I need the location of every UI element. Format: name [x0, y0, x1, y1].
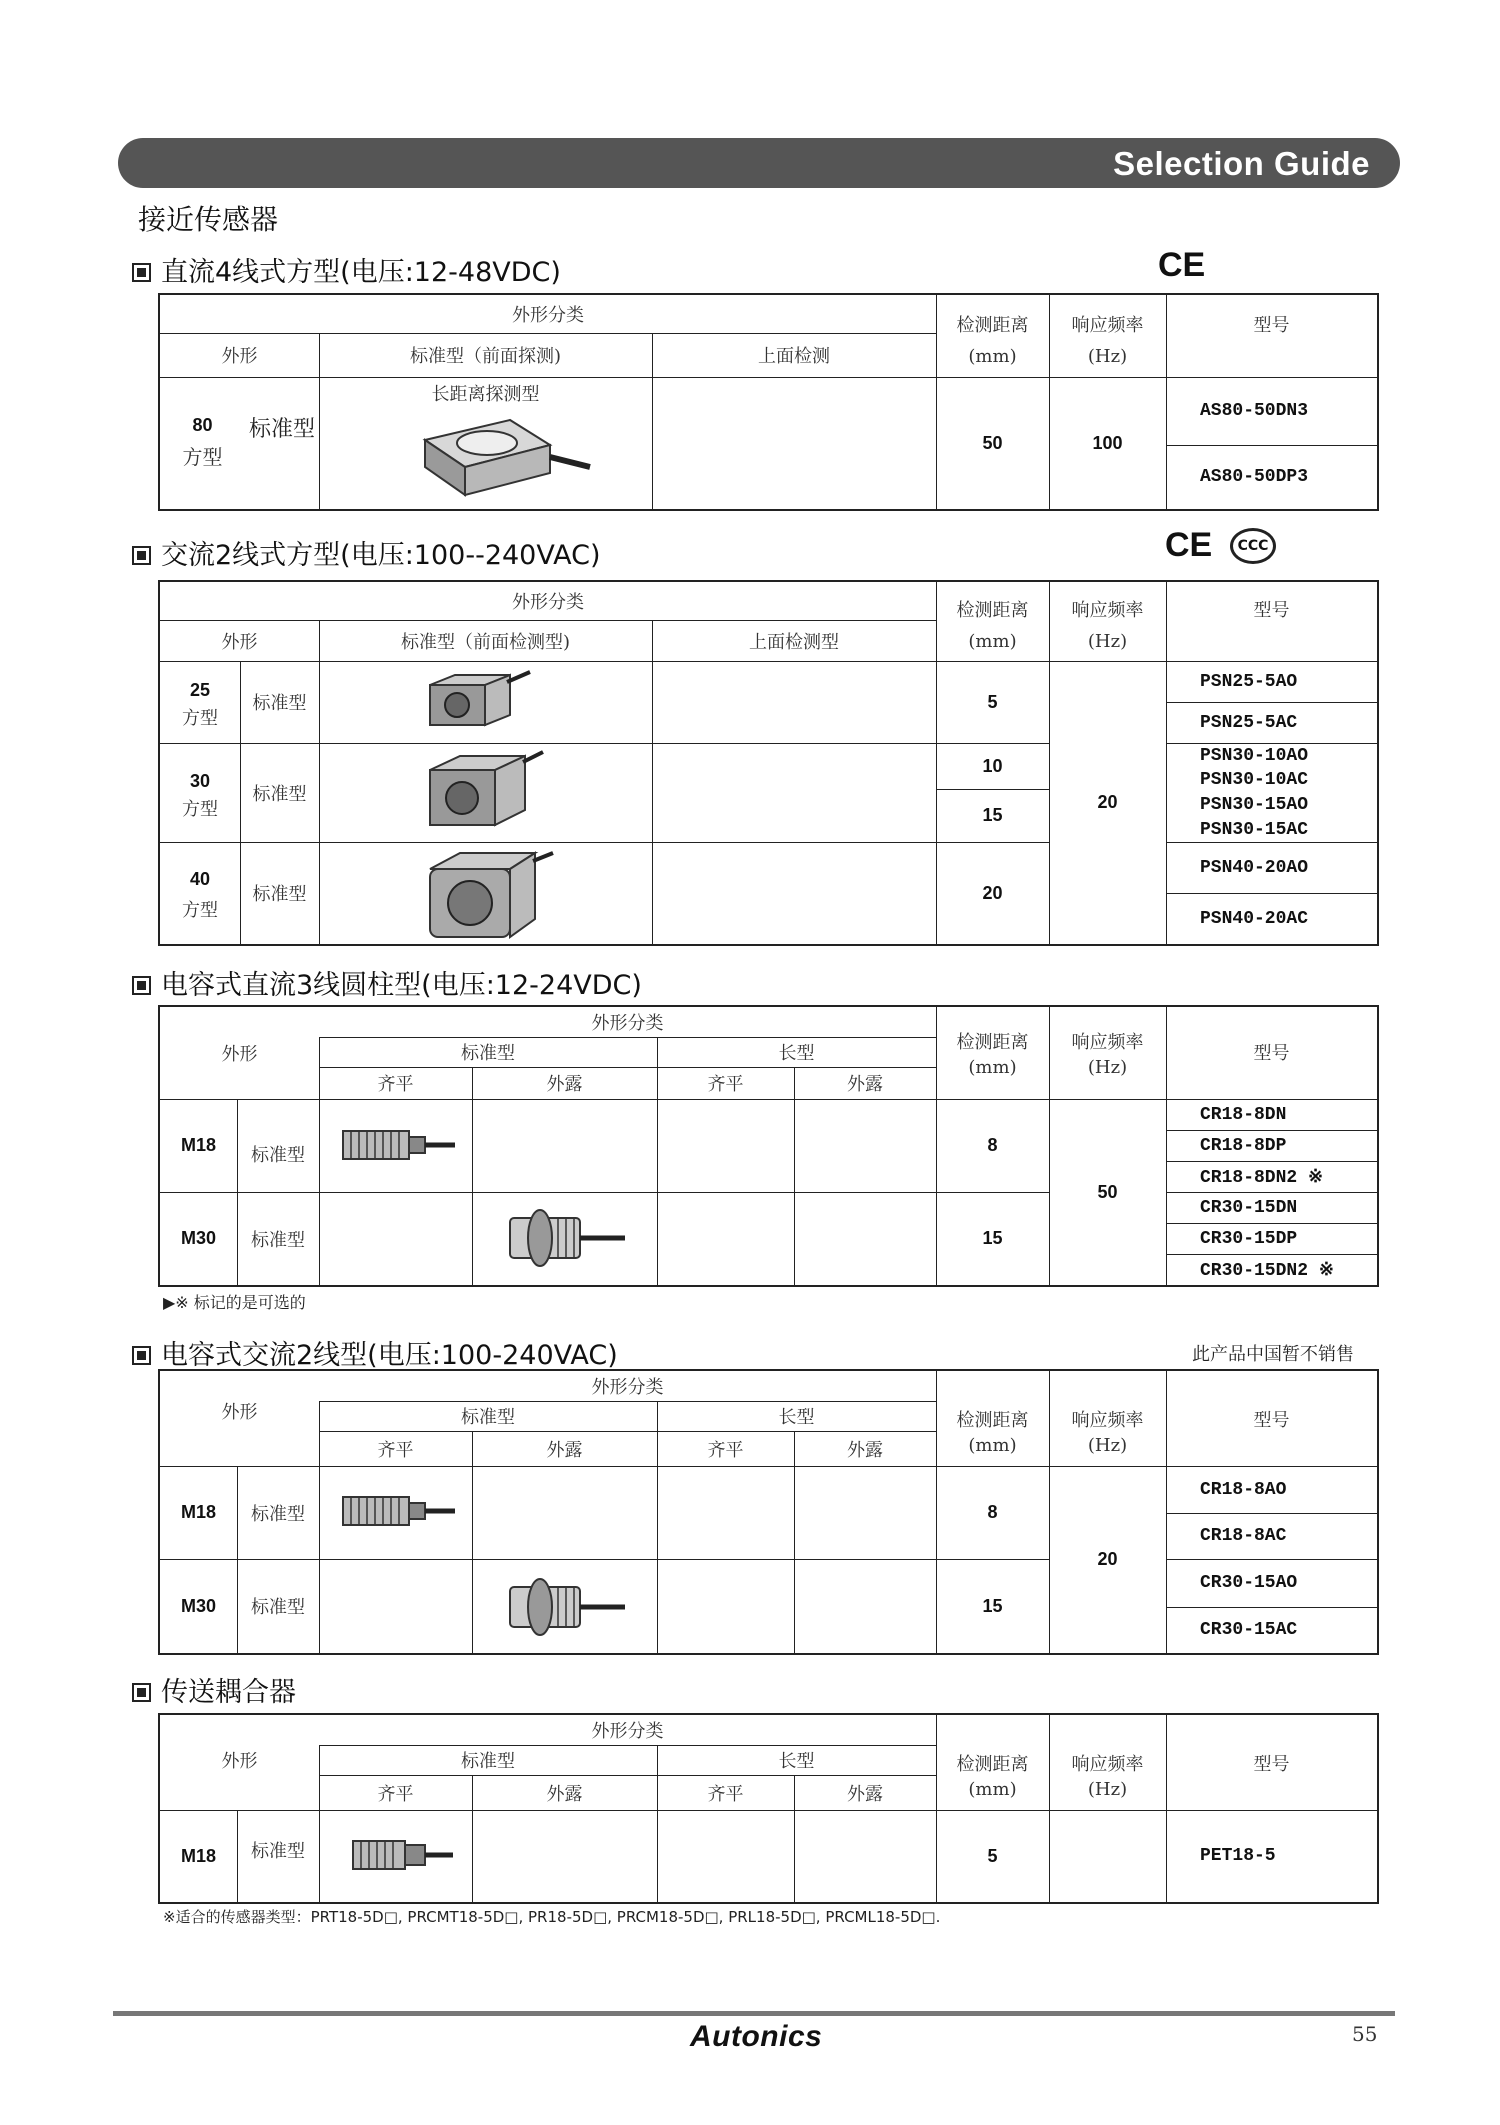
header-frequency: 响应频率 [1071, 315, 1144, 336]
model-cell: CR30-15DN2 ※ [1200, 1260, 1334, 1281]
type-label: 标准型 [251, 1144, 305, 1166]
sub-label: 长距离探测型 [431, 384, 540, 405]
header-distance: 检测距离 [956, 600, 1029, 621]
size-label: M30 [180, 1228, 216, 1248]
footnote: ▶※ 标记的是可选的 [163, 1293, 306, 1312]
distance-value: 8 [987, 1502, 998, 1522]
model-cell: PSN40-20AC [1200, 908, 1309, 929]
header-frequency-unit: (Hz) [1087, 345, 1128, 367]
cylinder-sensor-m18-icon [337, 1491, 457, 1531]
header-shape: 外形 [221, 346, 258, 367]
frequency-value: 20 [1097, 792, 1118, 812]
unit-label: 方型 [182, 708, 218, 729]
spec-table-2 [158, 580, 1379, 946]
banner-title: Selection Guide [1113, 145, 1370, 182]
header-long: 长型 [778, 1043, 815, 1064]
square-sensor-small-icon [415, 670, 535, 735]
header-distance-unit: (mm) [968, 630, 1017, 652]
section-note: 此产品中国暂不销售 [1192, 1344, 1354, 1365]
model-cell: PSN30-10AC [1200, 769, 1309, 790]
type-label: 标准型 [252, 884, 307, 905]
header-shape: 外形 [221, 1751, 258, 1772]
frequency-value: 100 [1092, 432, 1123, 453]
header-frequency-unit: (Hz) [1087, 1778, 1128, 1800]
header-classification: 外形分类 [512, 592, 584, 613]
distance-value: 5 [987, 1845, 998, 1866]
cylinder-sensor-m30-icon [500, 1202, 630, 1272]
model-cell: PET18-5 [1200, 1846, 1276, 1866]
cylinder-sensor-m18-icon [337, 1125, 457, 1165]
distance-value: 10 [982, 755, 1003, 776]
distance-value: 15 [982, 1228, 1003, 1248]
header-standard: 标准型 [461, 1751, 515, 1772]
model-cell: PSN30-15AC [1200, 819, 1309, 840]
header-nonflush: 外露 [546, 1074, 583, 1095]
size-label: M18 [180, 1135, 216, 1155]
header-flush: 齐平 [377, 1439, 414, 1461]
ce-mark-icon: CE [1165, 526, 1213, 564]
header-distance-unit: (mm) [968, 345, 1017, 367]
header-shape: 外形 [221, 1044, 258, 1065]
ccc-mark-icon: CCC [1230, 528, 1276, 564]
model-cell: PSN30-15AO [1200, 794, 1309, 815]
size-label: M18 [180, 1845, 216, 1866]
square-sensor-medium-icon [415, 750, 545, 835]
model-cell: CR30-15AC [1200, 1620, 1298, 1640]
distance-value: 15 [982, 805, 1003, 825]
header-frequency: 响应频率 [1071, 1032, 1144, 1053]
header-frequency-unit: (Hz) [1087, 1056, 1128, 1078]
header-distance: 检测距离 [956, 1032, 1029, 1053]
header-frequency-unit: (Hz) [1087, 1434, 1128, 1456]
spec-table-4 [158, 1369, 1379, 1655]
type-label: 标准型 [251, 1597, 305, 1618]
size-label: 30 [189, 770, 211, 791]
frequency-value: 20 [1097, 1549, 1118, 1569]
distance-value: 15 [982, 1595, 1003, 1616]
section-title: 电容式交流2线型(电压:100-240VAC) [132, 1333, 618, 1372]
size-label: 80 [192, 414, 213, 435]
spec-table-1 [158, 293, 1379, 511]
section-title: 电容式直流3线圆柱型(电压:12-24VDC) [132, 963, 642, 1002]
type-label: 标准型 [251, 1229, 305, 1251]
brand-logo: Autonics [690, 2020, 823, 2053]
header-frequency-unit: (Hz) [1087, 630, 1128, 652]
header-nonflush: 外露 [847, 1074, 883, 1095]
type-label: 标准型 [251, 1841, 305, 1862]
header-standard: 标准型 [461, 1043, 515, 1064]
header-flush: 齐平 [377, 1074, 414, 1095]
footer-divider [113, 2011, 1395, 2016]
model-cell: CR18-8AO [1200, 1479, 1287, 1500]
header-long: 长型 [778, 1751, 815, 1772]
distance-value: 50 [982, 432, 1003, 453]
cylinder-sensor-m30-icon [500, 1571, 630, 1641]
square-sensor-large-icon [415, 405, 595, 500]
header-flush: 齐平 [707, 1783, 744, 1805]
spec-table-3 [158, 1005, 1379, 1287]
distance-value: 5 [987, 691, 998, 712]
model-cell: AS80-50DN3 [1200, 401, 1309, 421]
header-frequency: 响应频率 [1071, 600, 1144, 621]
spec-table-5 [158, 1713, 1379, 1904]
header-standard-front: 标准型（前面检测型) [400, 631, 571, 653]
distance-value: 20 [982, 882, 1003, 903]
type-label: 标准型 [252, 693, 307, 714]
header-classification: 外形分类 [591, 1013, 664, 1034]
header-model: 型号 [1253, 1754, 1290, 1775]
header-model: 型号 [1253, 1410, 1290, 1431]
page-number: 55 [1352, 2022, 1378, 2046]
section-title: 交流2线式方型(电压:100--240VAC) [132, 533, 601, 572]
header-flush: 齐平 [377, 1783, 414, 1805]
model-cell: PSN40-20AO [1200, 857, 1309, 878]
header-frequency: 响应频率 [1071, 1754, 1144, 1775]
model-cell: PSN25-5AO [1200, 671, 1298, 692]
type-label: 标准型 [252, 783, 307, 805]
section-title: 直流4线式方型(电压:12-48VDC) [132, 250, 561, 289]
header-classification: 外形分类 [591, 1721, 664, 1742]
header-distance-unit: (mm) [968, 1434, 1017, 1456]
size-label: 25 [189, 679, 211, 700]
header-nonflush: 外露 [546, 1783, 583, 1805]
model-cell: CR18-8DN [1200, 1104, 1287, 1125]
model-cell: AS80-50DP3 [1200, 467, 1309, 487]
footnote: ※适合的传感器类型：PRT18-5D□, PRCMT18-5D□, PR18-5D□, PRCM18-5D□, PRL18-5D□, PRCML18-5D□. [163, 1908, 941, 1926]
header-top: 上面检测型 [749, 631, 839, 653]
model-cell: PSN25-5AC [1200, 712, 1298, 733]
type-label: 标准型 [248, 416, 315, 442]
distance-value: 8 [987, 1135, 998, 1155]
header-top: 上面检测 [758, 346, 830, 367]
header-model: 型号 [1253, 1043, 1290, 1064]
header-long: 长型 [778, 1407, 815, 1428]
header-classification: 外形分类 [512, 305, 584, 326]
coupler-m18-icon [347, 1835, 457, 1875]
header-distance: 检测距离 [956, 315, 1029, 336]
model-cell: CR18-8AC [1200, 1526, 1287, 1546]
size-label: M18 [180, 1502, 216, 1522]
model-cell: CR18-8DP [1200, 1135, 1287, 1156]
size-label: M30 [180, 1595, 216, 1616]
frequency-value: 50 [1097, 1181, 1118, 1202]
unit-label: 方型 [182, 900, 218, 921]
header-frequency: 响应频率 [1071, 1410, 1144, 1431]
category-title: 接近传感器 [138, 203, 279, 236]
section-title: 传送耦合器 [132, 1670, 296, 1709]
unit-label: 方型 [182, 444, 223, 469]
header-nonflush: 外露 [847, 1783, 883, 1805]
type-label: 标准型 [251, 1503, 305, 1525]
header-shape: 外形 [221, 631, 258, 653]
header-banner [118, 138, 1400, 188]
model-cell: PSN30-10AO [1200, 745, 1309, 766]
header-nonflush: 外露 [546, 1439, 583, 1461]
header-distance: 检测距离 [956, 1410, 1029, 1431]
model-cell: CR18-8DN2 ※ [1200, 1167, 1324, 1188]
header-model: 型号 [1253, 315, 1290, 336]
unit-label: 方型 [182, 799, 218, 820]
ce-mark-icon: CE [1158, 246, 1206, 284]
size-label: 40 [189, 868, 211, 889]
header-standard-front: 标准型（前面探测) [409, 346, 562, 367]
header-classification: 外形分类 [591, 1377, 664, 1398]
header-distance-unit: (mm) [968, 1778, 1017, 1800]
header-flush: 齐平 [707, 1074, 744, 1095]
header-model: 型号 [1253, 600, 1290, 621]
frequency-value [1049, 1810, 1166, 1902]
square-sensor-large-icon [415, 847, 555, 942]
header-standard: 标准型 [461, 1407, 515, 1428]
model-cell: CR30-15AO [1200, 1573, 1298, 1593]
header-flush: 齐平 [707, 1439, 744, 1461]
header-shape: 外形 [221, 1402, 258, 1423]
header-distance-unit: (mm) [968, 1056, 1017, 1078]
header-nonflush: 外露 [847, 1439, 883, 1461]
header-distance: 检测距离 [956, 1754, 1029, 1775]
model-cell: CR30-15DP [1200, 1228, 1298, 1249]
model-cell: CR30-15DN [1200, 1197, 1298, 1218]
